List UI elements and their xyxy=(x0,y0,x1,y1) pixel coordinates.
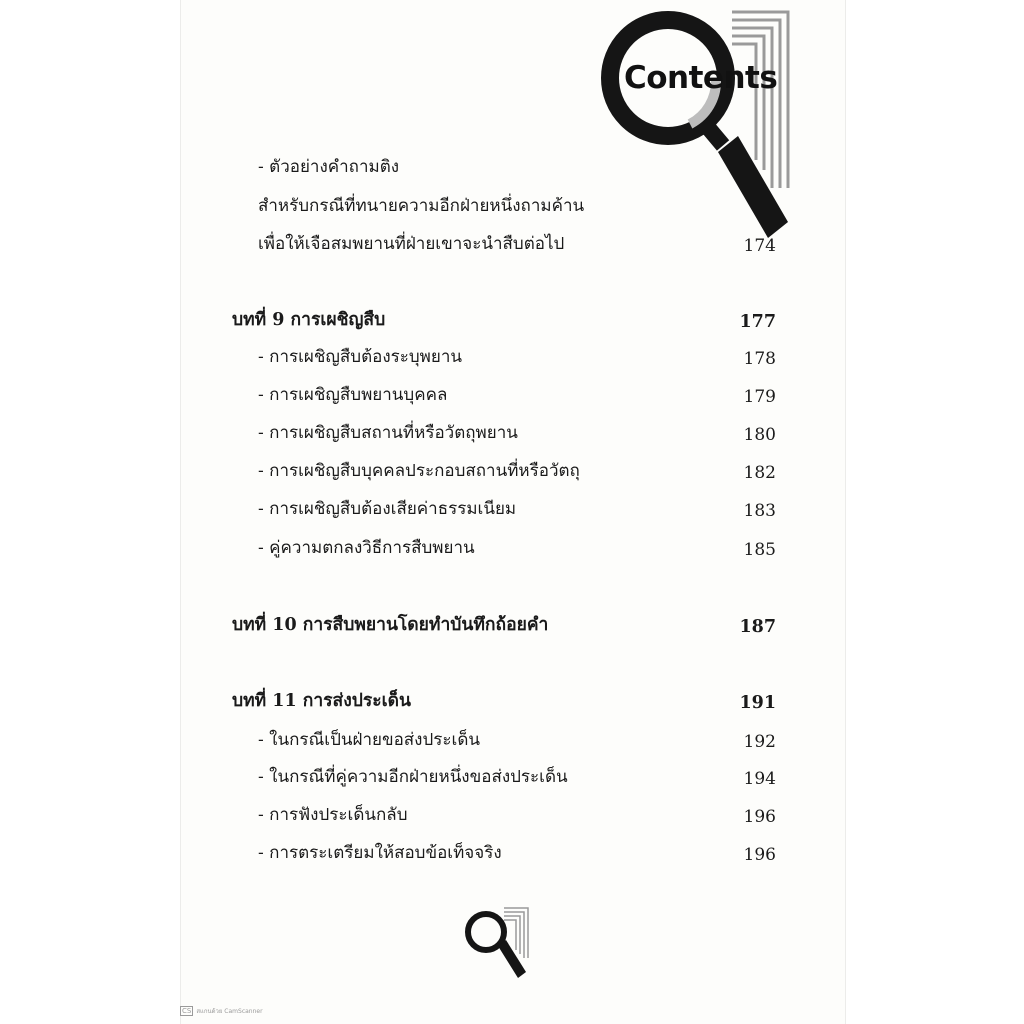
chapter-page-number: 187 xyxy=(739,617,776,637)
page-title: Contents xyxy=(624,60,778,96)
chapter-heading: บทที่ 9 การเผชิญสืบ xyxy=(232,310,386,330)
toc-entry-label: สำหรับกรณีที่ทนายความอีกฝ่ายหนึ่งถามค้าน xyxy=(258,196,585,216)
chapter-page-number: 177 xyxy=(739,312,776,332)
toc-page-number: 194 xyxy=(743,769,776,789)
toc-entry-label: - การเผชิญสืบบุคคลประกอบสถานที่หรือวัตถุ xyxy=(258,461,580,481)
toc-page-number: 178 xyxy=(743,349,776,369)
toc-entry-label: - ในกรณีเป็นฝ่ายขอส่งประเด็น xyxy=(258,730,480,750)
toc-entry-label: เพื่อให้เจือสมพยานที่ฝ่ายเขาจะนำสืบต่อไป xyxy=(258,234,565,254)
toc-entry-label: - คู่ความตกลงวิธีการสืบพยาน xyxy=(258,538,475,558)
camscanner-text: สแกนด้วย CamScanner xyxy=(196,1008,263,1015)
toc-page-number: 174 xyxy=(743,236,776,256)
toc-page-number: 185 xyxy=(743,540,776,560)
toc-page-number: 196 xyxy=(743,845,776,865)
toc-entry-label: - การตระเตรียมให้สอบข้อเท็จจริง xyxy=(258,843,502,863)
toc-entry-label: - การเผชิญสืบพยานบุคคล xyxy=(258,385,448,405)
toc-entry-label: - การฟังประเด็นกลับ xyxy=(258,805,408,825)
magnifier-ornament-icon xyxy=(464,906,530,980)
toc-entry-label: - ตัวอย่างคำถามติง xyxy=(258,157,400,177)
chapter-heading: บทที่ 10 การสืบพยานโดยทำบันทึกถ้อยคำ xyxy=(232,615,549,635)
camscanner-watermark xyxy=(180,1006,263,1016)
toc-page-number: 180 xyxy=(743,425,776,445)
toc-page-number: 183 xyxy=(743,501,776,521)
magnifier-logo-icon xyxy=(598,10,790,242)
toc-entry-label: - การเผชิญสืบต้องระบุพยาน xyxy=(258,347,463,367)
toc-entry-label: - การเผชิญสืบสถานที่หรือวัตถุพยาน xyxy=(258,423,518,443)
toc-page-number: 179 xyxy=(743,387,776,407)
toc-entry-label: - การเผชิญสืบต้องเสียค่าธรรมเนียม xyxy=(258,499,517,519)
toc-page-number: 182 xyxy=(743,463,776,483)
camscanner-badge: CS xyxy=(182,1007,192,1015)
toc-page-number: 196 xyxy=(743,807,776,827)
toc-page-number: 192 xyxy=(743,732,776,752)
toc-entry-label: - ในกรณีที่คู่ความอีกฝ่ายหนึ่งขอส่งประเด็น xyxy=(258,767,568,787)
chapter-heading: บทที่ 11 การส่งประเด็น xyxy=(232,691,411,711)
chapter-page-number: 191 xyxy=(739,693,776,713)
